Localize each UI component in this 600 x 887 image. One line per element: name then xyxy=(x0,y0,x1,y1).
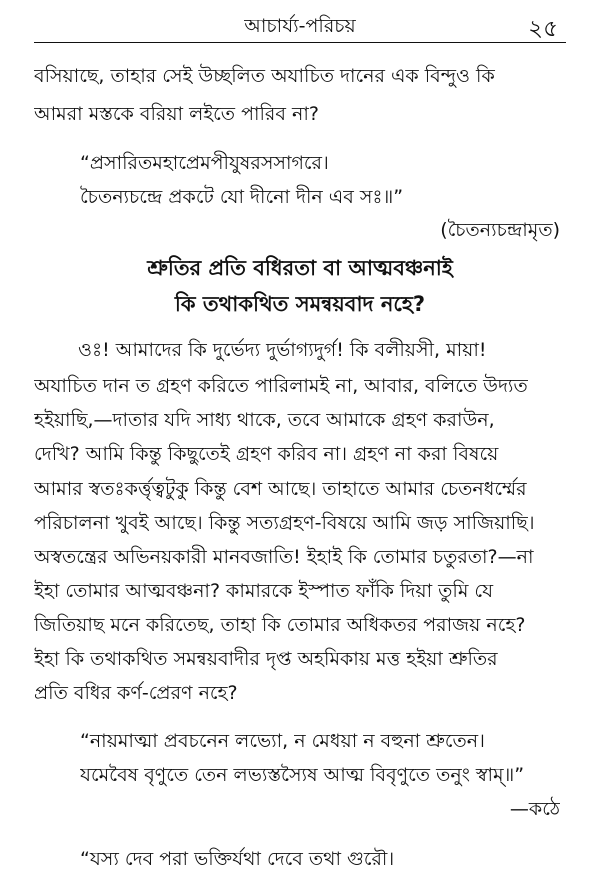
citation: —কঠে xyxy=(509,798,560,820)
paragraph-line: হইয়াছি,—দাতার যদি সাধ্য থাকে, তবে আমাকে গ্রহণ করাউন, xyxy=(34,409,495,431)
paragraph-line: অযাচিত দান ত গ্রহণ করিতে পারিলামই না, আবার, বলিতে উদ্যত xyxy=(34,375,528,397)
page-header xyxy=(0,10,600,40)
header-rule xyxy=(34,42,566,43)
paragraph-line: ইহা কি তথাকথিত সমন্বয়বাদীর দৃপ্ত অহমিকায় মত্ত হইয়া শ্রুতির xyxy=(34,648,498,670)
paragraph-line: আমরা মস্তকে বরিয়া লইতে পারিব না? xyxy=(34,103,319,125)
verse-line: যমেবৈষ বৃণুতে তেন লভ্যস্তস্যৈষ আত্ম বিবৃণুতে তনুং স্বাম্॥” xyxy=(80,764,525,786)
paragraph-line: জিতিয়াছ মনে করিতেছ, তাহা কি তোমার অধিকতর পরাজয় নহে? xyxy=(34,614,526,636)
section-heading: কি তথাকথিত সমন্বয়বাদ নহে? xyxy=(174,292,426,316)
paragraph-line: দেখি? আমি কিন্তু কিছুতেই গ্রহণ করিব না। গ্রহণ না করা বিষয়ে xyxy=(34,443,499,465)
verse-line: “যস্য দেব পরা ভক্তির্যথা দেবে তথা গুরৌ। xyxy=(80,848,395,870)
verse-line: চৈতন্যচন্দ্রে প্রকটে যো দীনো দীন এব সঃ॥” xyxy=(80,186,404,208)
paragraph-line: প্রতি বধির কর্ণ-প্রেরণ নহে? xyxy=(34,682,238,704)
paragraph-line: ওঃ! আমাদের কি দুর্ভেদ্য দুর্ভাগ্যদুর্গ! কি বলীয়সী, মায়া! xyxy=(78,339,487,361)
paragraph-line: অস্বতন্ত্রের অভিনয়কারী মানবজাতি! ইহাই কি তোমার চতুরতা?—না xyxy=(34,546,534,568)
paragraph-line: আমার স্বতঃকর্ত্তৃত্বটুকু কিন্তু বেশ আছে। তাহাতে আমার চেতনধর্ম্মের xyxy=(34,478,527,500)
running-title: আচার্য্য-পরিচয় xyxy=(244,15,356,37)
verse-line: “প্রসারিতমহাপ্রেমপীযুষরসসাগরে। xyxy=(80,152,329,174)
page-number: ২৫ xyxy=(528,16,558,42)
paragraph-line: ইহা তোমার আত্মবঞ্চনা? কামারকে ইস্পাত ফাঁকি দিয়া তুমি যে xyxy=(34,580,494,602)
paragraph-line: পরিচালনা খুবই আছে। কিন্তু সত্যগ্রহণ-বিষয়ে আমি জড় সাজিয়াছি। xyxy=(34,512,535,534)
citation: (চৈতন্যচন্দ্রামৃত) xyxy=(440,219,560,241)
section-heading: শ্রুতির প্রতি বধিরতা বা আত্মবঞ্চনাই xyxy=(147,256,453,280)
paragraph-line: বসিয়াছে, তাহার সেই উচ্ছলিত অযাচিত দানের এক বিন্দুও কি xyxy=(34,65,495,87)
verse-line: “নায়মাত্মা প্রবচনেন লভ্যো, ন মেধয়া ন বহুনা শ্রুতেন। xyxy=(80,730,485,752)
